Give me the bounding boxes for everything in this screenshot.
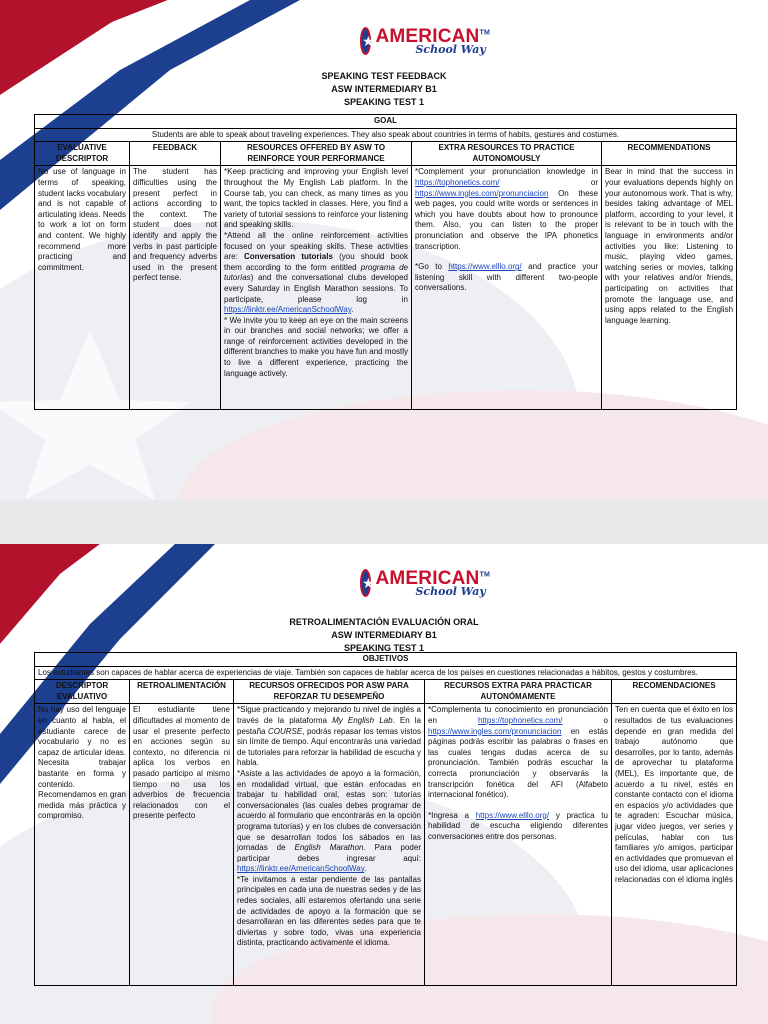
feedback-table xyxy=(34,114,737,410)
header-feedback: FEEDBACK xyxy=(130,142,221,166)
document-title: SPEAKING TEST FEEDBACK xyxy=(321,71,447,81)
recommendations-cell: Ten en cuenta que el éxito en los resultados de tus evaluaciones depende en gran medida del trabajo autónomo que desarrolles, por lo tanto, además de aprovechar tu plataforma (MEL), Es importante que, de acuerdo a tu nivel, estés en constante contacto con el idioma en espacios y/o actividades que te agraden: Escuchar música, jugar video juegos, ver series y películas, hablar con tus familiares y/o amigos, participar en actividades que promuevan el uso del idioma, usar aplicaciones relacionadas con el idioma inglés xyxy=(612,704,737,986)
table-header-row xyxy=(35,142,737,166)
header-extra: RECURSOS EXTRA PARA PRACTICAR AUTONÓMAMENTE xyxy=(425,680,612,704)
document-test: SPEAKING TEST 1 xyxy=(343,97,424,107)
header-recommendations: RECOMMENDATIONS xyxy=(602,142,737,166)
document-title: RETROALIMENTACIÓN EVALUACIÓN ORAL xyxy=(289,617,479,627)
document-level: ASW INTERMEDIARY B1 xyxy=(331,630,437,640)
goal-text: Los estudiantes son capaces de hablar acerca de experiencias de viaje. También son capaces de hablar acerca de los países en cuestiones relacionadas a hábitos, gestos y costumbres. xyxy=(35,666,737,680)
resources-paragraph: *Sigue practicando y mejorando tu nivel de inglés a través de la plataforma My English Lab. En la pestaña COURSE, podrás repasar los temas vistos sin límite de tiempo. Aquí encontrarás una variedad de tutoriales para reforzar la habilidad de escucha y habla. xyxy=(237,705,421,768)
recommendations-cell: Bear in mind that the success in your evaluations depends highly on your autonomous work. That is why, besides taking advantage of MEL platform, according to your level, it is relevant to be in touch with the language in environments and/or activities you like: Listening to music, playing video games, watching series or movies, talking with your relatives and/or friends, participating on activities that promote the language use, and using apps related to the English language learning. xyxy=(602,166,737,410)
logo-brand: AMERICAN™ xyxy=(375,568,490,589)
logo-subtitle: School Way xyxy=(415,585,486,598)
ingles-link[interactable]: https://www.ingles.com/pronunciacion xyxy=(415,188,549,198)
document-title-block xyxy=(0,70,768,109)
logo-brand: AMERICAN™ xyxy=(375,26,490,47)
header-extra: EXTRA RESOURCES TO PRACTICE AUTONOMOUSLY xyxy=(412,142,602,166)
header-resources: RECURSOS OFRECIDOS POR ASW PARA REFORZAR TU DESEMPEÑO xyxy=(234,680,425,704)
resources-paragraph: *Asiste a las actividades de apoyo a la formación, en modalidad virtual, que están enfocadas en trabajar tu habilidad oral, estas son: tutorías conversacionales (las cuales debes programar de acuerdo al formulario que encontrarás en la opción programa tutorías) y en los clubes de conversación que se desarrollan todos los sábados en las jornadas de English Marathon. Para poder participar debes ingresar aquí: https://linktr.ee/AmericanSchoolWay. xyxy=(237,768,421,874)
elllo-link[interactable]: https://www.elllo.org/ xyxy=(448,262,522,272)
american-school-way-logo xyxy=(360,24,490,58)
feedback-cell: The student has difficulties using the present perfect in actions according to the context. The student does not identify and apply the verbs in past participle and frequency adverbs used in the present perfect tense. xyxy=(130,166,221,410)
linktree-link[interactable]: https://linktr.ee/AmericanSchoolWay xyxy=(237,864,365,874)
goal-text: Students are able to speak about traveling experiences. They also speak about countries in terms of habits, gestures and costumes. xyxy=(35,128,737,142)
elllo-link[interactable]: https://www.elllo.org/ xyxy=(475,810,550,820)
header-descriptor: DESCRIPTOR EVALUATIVO xyxy=(35,680,130,704)
table-row xyxy=(35,704,737,986)
header-resources: RESOURCES OFFERED BY ASW TO REINFORCE YOUR PERFORMANCE xyxy=(221,142,412,166)
feedback-page-english xyxy=(0,0,768,500)
extra-paragraph: *Go to https://www.elllo.org/ and practice your listening skill with different two-people conversations. xyxy=(415,262,598,293)
goal-heading: GOAL xyxy=(35,115,737,129)
resources-paragraph: *Keep practicing and improving your English level throughout the My English Lab platform. In the Course tab, you can check, as many times as you want, the topics tackled in classes. Here, you find a variety of tutorial sessions to reinforce your listening and speaking skills. xyxy=(224,167,408,230)
tophonetics-link[interactable]: https://tophonetics.com/ xyxy=(415,177,500,187)
header-feedback: RETROALIMENTACIÓN xyxy=(130,680,234,704)
table-row xyxy=(35,166,737,410)
extra-paragraph: *Complementa tu conocimiento en pronunciación en https://tophonetics.com/ o https://www.ingles.com/pronunciacion en estás páginas podrás escribir las palabras o frases en las cuales tengas dudas acerca de su pronunciación. También podrás escuchar la correcta pronunciación y observarás la transcripción fonética del AFI (Alfabeto internacional fonético). xyxy=(428,705,609,800)
header-recommendations: RECOMENDACIONES xyxy=(612,680,737,704)
feedback-table xyxy=(34,652,737,986)
descriptor-cell: No use of language in terms of speaking, student lacks vocabulary and is not capable of articulating ideas. Needs to work a lot on form and content. We highly recommend more practicing and commitment. xyxy=(35,166,130,410)
resources-cell xyxy=(234,704,425,986)
star-badge-icon: ★ xyxy=(360,569,371,597)
feedback-page-spanish xyxy=(0,544,768,1024)
resources-cell xyxy=(221,166,412,410)
table-header-row xyxy=(35,680,737,704)
american-school-way-logo xyxy=(360,566,490,600)
tophonetics-link[interactable]: https://tophonetics.com/ xyxy=(477,715,563,725)
resources-paragraph: * We invite you to keep an eye on the main screens in our branches and social networks; we offer a range of reinforcement activities developed in the different branches to make you have fun and mostly to live a different experience, practicing the language actively. xyxy=(224,315,408,378)
page-separator xyxy=(0,500,768,544)
resources-paragraph: *Attend all the online reinforcement activities focused on your speaking skills. These activities are: Conversation tutorials (you should book them according to the form entitled programa de tutorías) and the conversational clubs developed every Saturday in English Marathon sessions. To participate, please log in https://linktr.ee/AmericanSchoolWay. xyxy=(224,230,408,315)
star-badge-icon: ★ xyxy=(360,27,371,55)
document-title-block xyxy=(0,616,768,655)
header-descriptor: EVALUATIVE DESCRIPTOR xyxy=(35,142,130,166)
resources-paragraph: *Te invitamos a estar pendiente de las pantallas principales en cada una de nuestras sedes y de las redes sociales, allí estaremos ofertando una serie de actividades de apoyo a la formación que se desarrollaran en las diferentes sedes para que te diviertas y sobre todo, vivas una experiencia distinta, practicando activamente el idioma. xyxy=(237,874,421,948)
extra-paragraph: *Ingresa a https://www.elllo.org/ y practica tu habilidad de escucha eligiendo diferentes conversaciones entre dos personas. xyxy=(428,810,608,841)
extra-paragraph: *Complement your pronunciation knowledge in https://tophonetics.com/ or https://www.ingles.com/pronunciacion On these web pages, you could write words or sentences in which you have doubts about how to pronounce them. Also, you can listen to the proper pronunciation and observe the IPA phonetics transcription. xyxy=(415,167,598,251)
document-level: ASW INTERMEDIARY B1 xyxy=(331,84,437,94)
goal-heading: OBJETIVOS xyxy=(35,653,737,667)
descriptor-cell: No hay uso del lenguaje en cuanto al habla, el estudiante carece de vocabulario y no es capaz de articular ideas. Necesita trabajar bastante en forma y contenido. Recomendamos en gran medida más práctica y compromiso. xyxy=(35,704,130,986)
extra-cell xyxy=(425,704,612,986)
logo-subtitle: School Way xyxy=(415,43,486,56)
document-test: SPEAKING TEST 1 xyxy=(343,643,424,653)
feedback-cell: El estudiante tiene dificultades al momento de usar el presente perfecto en acciones según su contexto, no diferencia ni aplica los verbos en pasado participo al mismo tiempo no usa los adverbios de frecuencia relacionados con el presente perfecto xyxy=(130,704,234,986)
ingles-link[interactable]: https://www.ingles.com/pronunciacion xyxy=(428,726,562,736)
extra-cell xyxy=(412,166,602,410)
linktree-link[interactable]: https://linktr.ee/AmericanSchoolWay xyxy=(224,305,352,315)
